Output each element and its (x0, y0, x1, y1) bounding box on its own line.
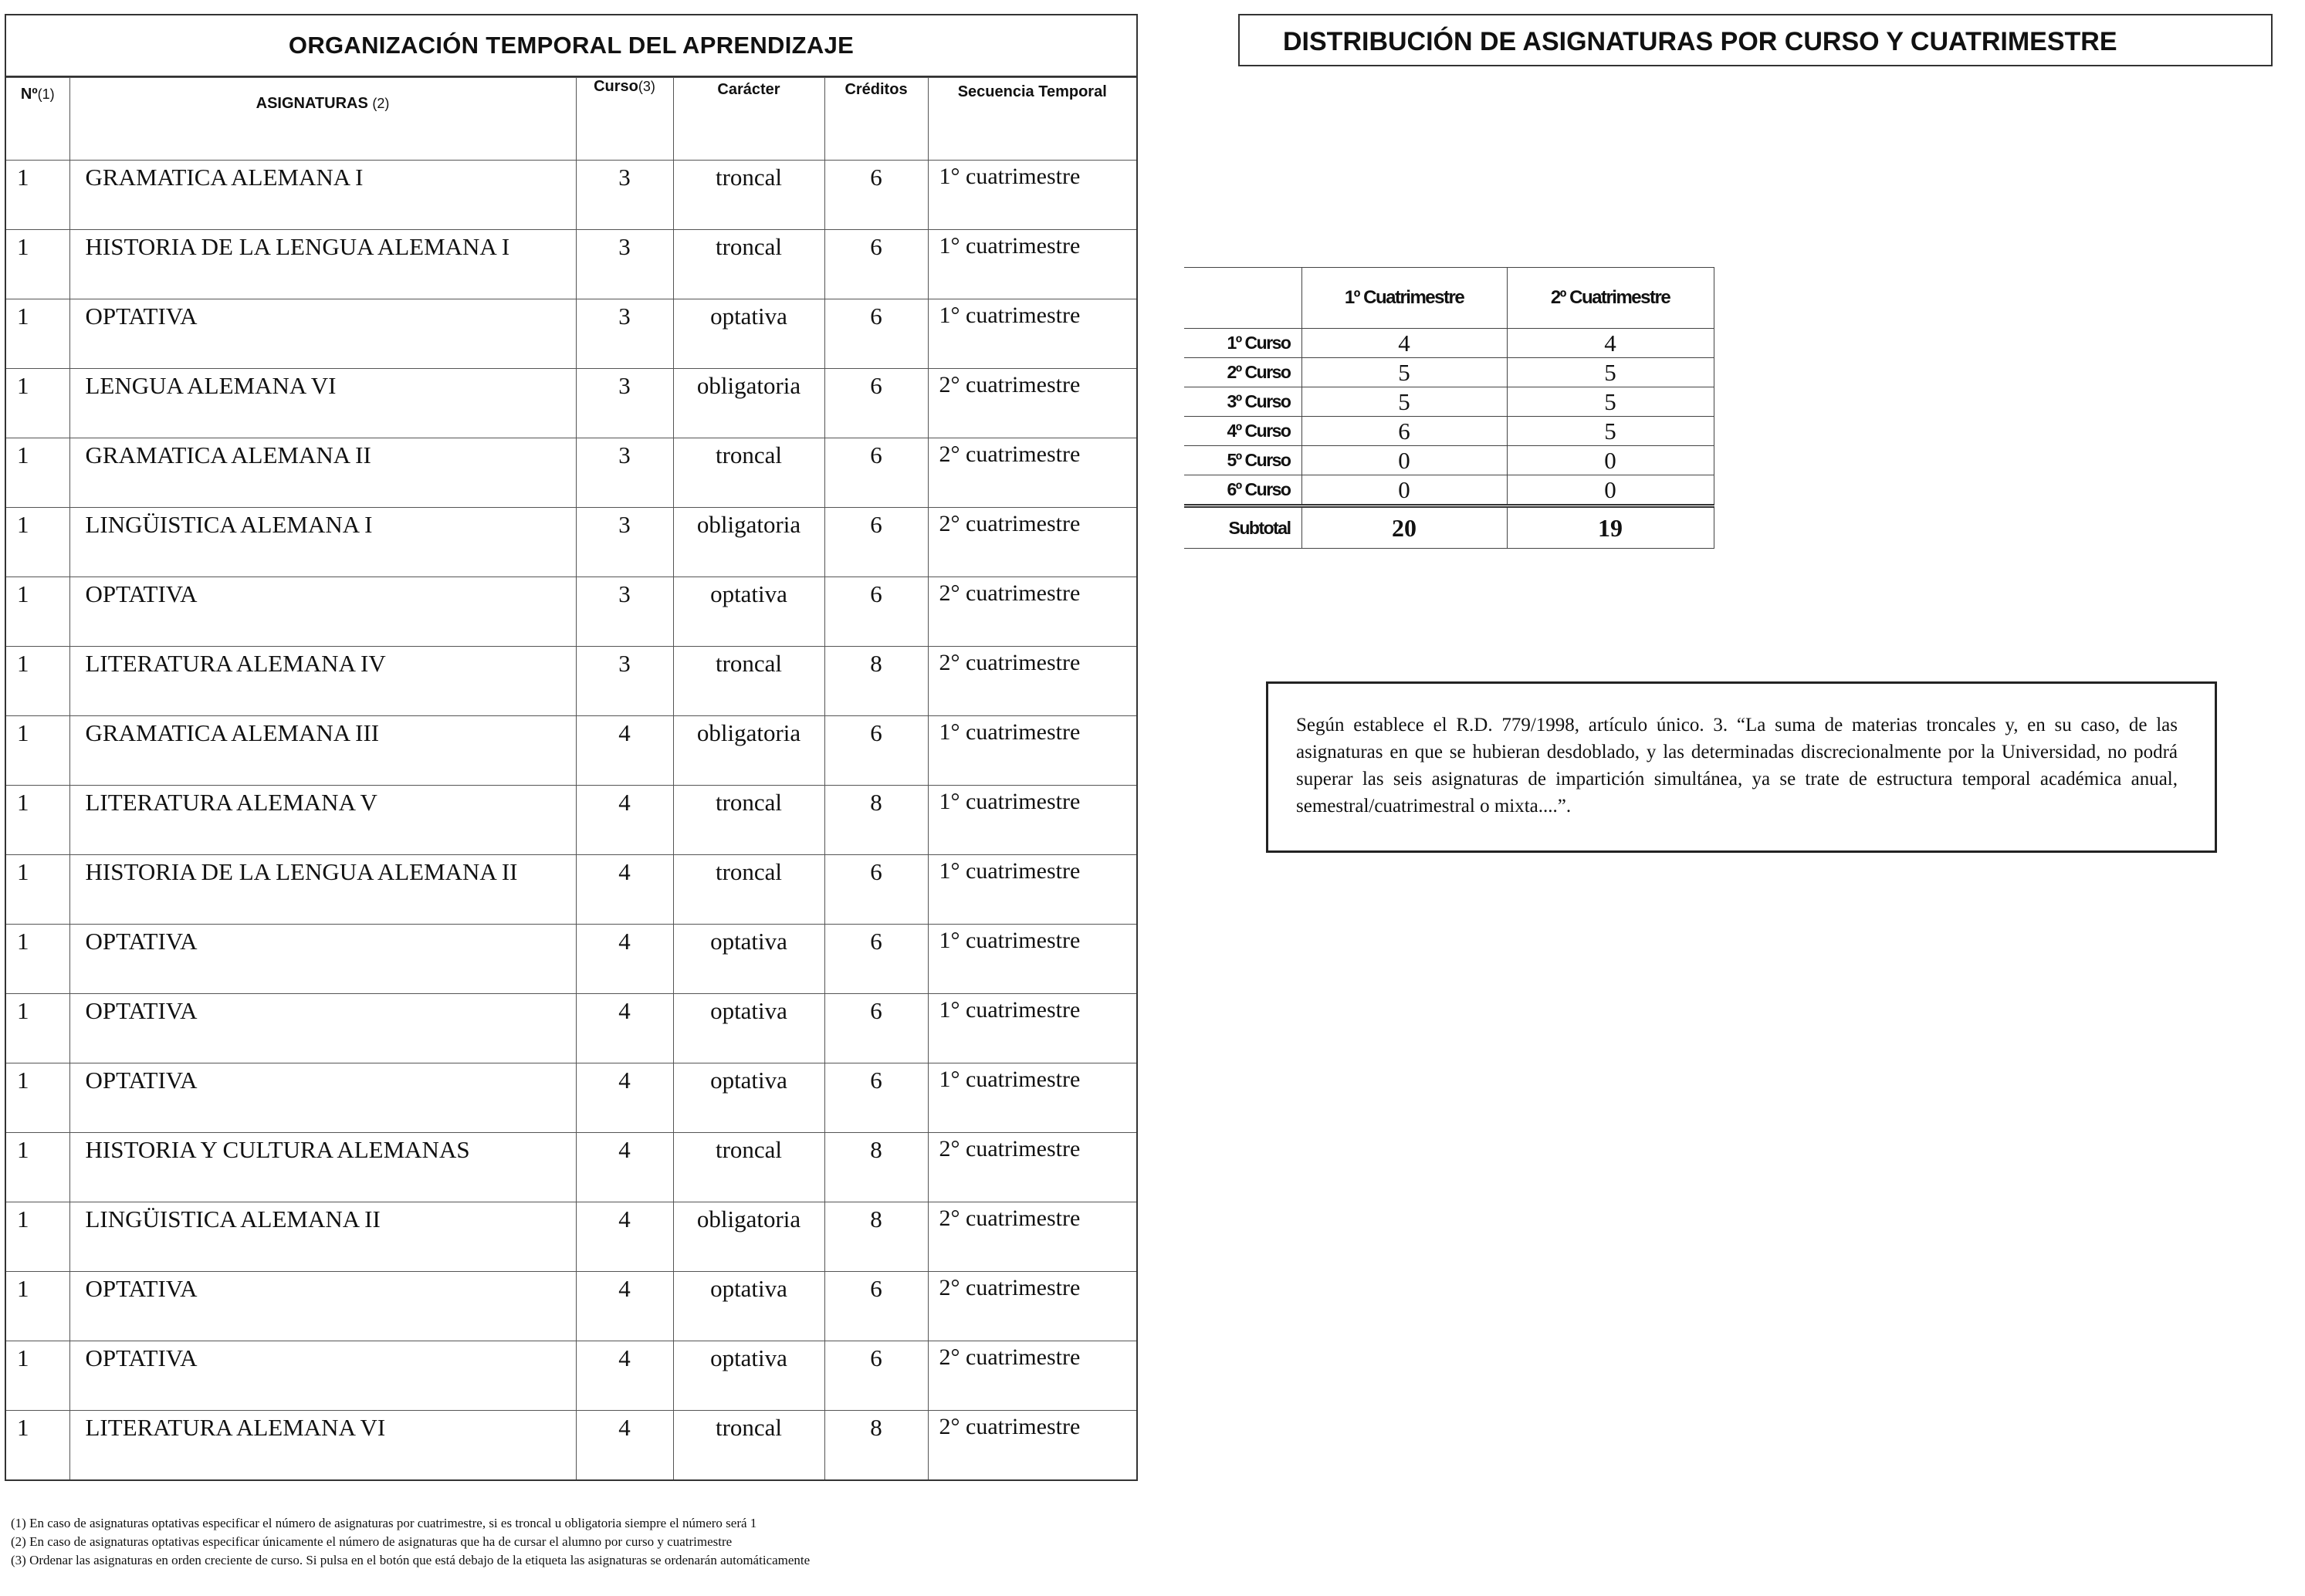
header-num: Nº(1) (6, 78, 69, 161)
row-number: 1 (6, 716, 69, 786)
subject-creditos: 6 (824, 508, 928, 577)
subject-curso: 3 (576, 438, 673, 508)
row-number: 1 (6, 647, 69, 716)
subject-creditos: 8 (824, 1202, 928, 1272)
subject-curso: 4 (576, 1411, 673, 1480)
subject-name: LITERATURA ALEMANA VI (69, 1411, 576, 1480)
subject-creditos: 6 (824, 716, 928, 786)
summary-value-c1: 5 (1301, 358, 1507, 387)
header-caracter: Carácter (673, 78, 824, 161)
subject-caracter: troncal (673, 1411, 824, 1480)
row-number: 1 (6, 1272, 69, 1341)
subject-creditos: 6 (824, 161, 928, 230)
table-row (6, 1411, 1136, 1480)
table-row (6, 1272, 1136, 1341)
row-number: 1 (6, 1341, 69, 1411)
subject-name: OPTATIVA (69, 299, 576, 369)
subject-name: OPTATIVA (69, 994, 576, 1063)
summary-row (1184, 446, 1714, 475)
subjects-table-header (6, 78, 1136, 161)
subject-name: LENGUA ALEMANA VI (69, 369, 576, 438)
subject-curso: 3 (576, 577, 673, 647)
summary-row-label: 4º Curso (1184, 417, 1301, 446)
subject-curso: 4 (576, 716, 673, 786)
header-curso[interactable]: Curso(3) (576, 78, 673, 161)
subject-creditos: 6 (824, 577, 928, 647)
subjects-table (6, 77, 1136, 1479)
subject-secuencia: 2° cuatrimestre (928, 577, 1136, 647)
subject-curso: 3 (576, 161, 673, 230)
subject-secuencia: 2° cuatrimestre (928, 1411, 1136, 1480)
subject-creditos: 6 (824, 299, 928, 369)
row-number: 1 (6, 299, 69, 369)
subject-secuencia: 2° cuatrimestre (928, 1341, 1136, 1411)
header-creditos: Créditos (824, 78, 928, 161)
subject-secuencia: 1° cuatrimestre (928, 786, 1136, 855)
subject-name: OPTATIVA (69, 1341, 576, 1411)
subject-curso: 3 (576, 508, 673, 577)
header-secuencia: Secuencia Temporal (928, 78, 1136, 161)
subject-creditos: 6 (824, 230, 928, 299)
subject-caracter: troncal (673, 786, 824, 855)
subject-creditos: 6 (824, 1063, 928, 1133)
subject-caracter: obligatoria (673, 369, 824, 438)
subject-caracter: optativa (673, 577, 824, 647)
subject-secuencia: 1° cuatrimestre (928, 994, 1136, 1063)
subject-creditos: 8 (824, 1411, 928, 1480)
table-row (6, 1202, 1136, 1272)
subject-secuencia: 2° cuatrimestre (928, 1272, 1136, 1341)
subject-secuencia: 1° cuatrimestre (928, 161, 1136, 230)
subject-name: LITERATURA ALEMANA V (69, 786, 576, 855)
footnotes (11, 1514, 1169, 1570)
summary-subtotal-row (1184, 506, 1714, 549)
subtotal-value-c1: 20 (1301, 506, 1507, 549)
subject-name: LINGÜISTICA ALEMANA II (69, 1202, 576, 1272)
summary-row (1184, 417, 1714, 446)
subject-name: HISTORIA DE LA LENGUA ALEMANA I (69, 230, 576, 299)
temporal-organization-panel (5, 14, 1138, 1481)
subject-curso: 4 (576, 1341, 673, 1411)
table-row (6, 786, 1136, 855)
subject-caracter: obligatoria (673, 508, 824, 577)
row-number: 1 (6, 855, 69, 925)
subject-caracter: troncal (673, 438, 824, 508)
summary-value-c1: 6 (1301, 417, 1507, 446)
row-number: 1 (6, 438, 69, 508)
summary-value-c2: 0 (1507, 446, 1714, 475)
summary-header-row (1184, 268, 1714, 329)
subject-secuencia: 2° cuatrimestre (928, 508, 1136, 577)
summary-value-c2: 5 (1507, 358, 1714, 387)
summary-value-c1: 5 (1301, 387, 1507, 417)
table-row (6, 716, 1136, 786)
subject-name: OPTATIVA (69, 577, 576, 647)
summary-value-c2: 4 (1507, 329, 1714, 358)
table-row (6, 369, 1136, 438)
subject-secuencia: 1° cuatrimestre (928, 716, 1136, 786)
table-row (6, 855, 1136, 925)
summary-row (1184, 329, 1714, 358)
table-row (6, 1133, 1136, 1202)
subject-name: GRAMATICA ALEMANA III (69, 716, 576, 786)
subject-secuencia: 2° cuatrimestre (928, 369, 1136, 438)
subtotal-label: Subtotal (1184, 506, 1301, 549)
summary-row (1184, 358, 1714, 387)
subject-creditos: 6 (824, 369, 928, 438)
row-number: 1 (6, 786, 69, 855)
subject-secuencia: 2° cuatrimestre (928, 438, 1136, 508)
temporal-organization-title: ORGANIZACIÓN TEMPORAL DEL APRENDIZAJE (6, 15, 1136, 77)
subject-caracter: optativa (673, 1063, 824, 1133)
subject-name: HISTORIA Y CULTURA ALEMANAS (69, 1133, 576, 1202)
summary-value-c1: 0 (1301, 475, 1507, 506)
subject-caracter: obligatoria (673, 1202, 824, 1272)
subject-caracter: optativa (673, 1272, 824, 1341)
subject-caracter: optativa (673, 299, 824, 369)
legal-note-box: Según establece el R.D. 779/1998, artículo único. 3. “La suma de materias troncales y, en su caso, de las asignaturas en que se hubieran desdoblado, y las determinadas discrecionalmente por la Universidad, no podrá superar las seis asignaturas de impartición simultánea, ya se trate de estructura temporal académica anual, semestral/cuatrimestral o mixta....”. (1266, 681, 2217, 853)
summary-col-2: 2º Cuatrimestre (1507, 268, 1714, 329)
subject-caracter: optativa (673, 994, 824, 1063)
summary-value-c1: 4 (1301, 329, 1507, 358)
summary-value-c2: 5 (1507, 387, 1714, 417)
row-number: 1 (6, 577, 69, 647)
subject-caracter: troncal (673, 1133, 824, 1202)
subject-name: LITERATURA ALEMANA IV (69, 647, 576, 716)
subject-creditos: 8 (824, 786, 928, 855)
table-row (6, 508, 1136, 577)
subject-creditos: 6 (824, 1272, 928, 1341)
subject-creditos: 6 (824, 438, 928, 508)
subject-curso: 4 (576, 925, 673, 994)
summary-value-c1: 0 (1301, 446, 1507, 475)
row-number: 1 (6, 1202, 69, 1272)
row-number: 1 (6, 508, 69, 577)
subject-curso: 4 (576, 1133, 673, 1202)
summary-value-c2: 5 (1507, 417, 1714, 446)
table-row (6, 1341, 1136, 1411)
distribution-summary-table (1184, 267, 1714, 549)
subject-name: HISTORIA DE LA LENGUA ALEMANA II (69, 855, 576, 925)
subject-secuencia: 2° cuatrimestre (928, 647, 1136, 716)
summary-row (1184, 387, 1714, 417)
subject-curso: 4 (576, 1063, 673, 1133)
subject-secuencia: 2° cuatrimestre (928, 1202, 1136, 1272)
row-number: 1 (6, 1063, 69, 1133)
subject-caracter: troncal (673, 855, 824, 925)
row-number: 1 (6, 369, 69, 438)
row-number: 1 (6, 230, 69, 299)
summary-row (1184, 475, 1714, 506)
subject-secuencia: 1° cuatrimestre (928, 855, 1136, 925)
distribution-title: DISTRIBUCIÓN DE ASIGNATURAS POR CURSO Y CUATRIMESTRE (1238, 14, 2273, 66)
subject-name: GRAMATICA ALEMANA I (69, 161, 576, 230)
subject-curso: 3 (576, 647, 673, 716)
subject-caracter: troncal (673, 230, 824, 299)
subject-name: LINGÜISTICA ALEMANA I (69, 508, 576, 577)
subject-creditos: 6 (824, 1341, 928, 1411)
header-asignaturas: ASIGNATURAS (2) (69, 78, 576, 161)
subject-caracter: optativa (673, 925, 824, 994)
subject-name: OPTATIVA (69, 925, 576, 994)
subject-creditos: 8 (824, 647, 928, 716)
summary-row-label: 3º Curso (1184, 387, 1301, 417)
summary-corner (1184, 268, 1301, 329)
subject-caracter: optativa (673, 1341, 824, 1411)
subject-name: OPTATIVA (69, 1272, 576, 1341)
subject-caracter: troncal (673, 647, 824, 716)
subject-curso: 3 (576, 230, 673, 299)
subject-secuencia: 2° cuatrimestre (928, 1133, 1136, 1202)
subject-creditos: 6 (824, 855, 928, 925)
row-number: 1 (6, 161, 69, 230)
subject-secuencia: 1° cuatrimestre (928, 230, 1136, 299)
subject-secuencia: 1° cuatrimestre (928, 925, 1136, 994)
table-row (6, 1063, 1136, 1133)
subject-curso: 4 (576, 1272, 673, 1341)
subject-caracter: obligatoria (673, 716, 824, 786)
summary-row-label: 2º Curso (1184, 358, 1301, 387)
subject-curso: 4 (576, 855, 673, 925)
subject-creditos: 6 (824, 994, 928, 1063)
table-row (6, 230, 1136, 299)
subject-secuencia: 1° cuatrimestre (928, 299, 1136, 369)
footnote-1: (1) En caso de asignaturas optativas especificar el número de asignaturas por cuatrimestre, si es troncal u obligatoria siempre el número será 1 (11, 1516, 757, 1530)
row-number: 1 (6, 925, 69, 994)
table-row (6, 577, 1136, 647)
table-row (6, 925, 1136, 994)
subject-curso: 3 (576, 369, 673, 438)
subject-curso: 3 (576, 299, 673, 369)
subject-creditos: 8 (824, 1133, 928, 1202)
footnote-3: (3) Ordenar las asignaturas en orden creciente de curso. Si pulsa en el botón que está debajo de la etiqueta las asignaturas se ordenarán automáticamente (11, 1553, 811, 1567)
row-number: 1 (6, 1133, 69, 1202)
summary-row-label: 5º Curso (1184, 446, 1301, 475)
row-number: 1 (6, 994, 69, 1063)
table-row (6, 161, 1136, 230)
table-row (6, 994, 1136, 1063)
summary-row-label: 6º Curso (1184, 475, 1301, 506)
footnote-2: (2) En caso de asignaturas optativas especificar únicamente el número de asignaturas que ha de cursar el alumno por curso y cuatrimestre (11, 1534, 733, 1549)
table-row (6, 647, 1136, 716)
subject-secuencia: 1° cuatrimestre (928, 1063, 1136, 1133)
subject-creditos: 6 (824, 925, 928, 994)
subject-curso: 4 (576, 1202, 673, 1272)
subject-curso: 4 (576, 994, 673, 1063)
subject-curso: 4 (576, 786, 673, 855)
table-row (6, 299, 1136, 369)
subject-name: GRAMATICA ALEMANA II (69, 438, 576, 508)
table-row (6, 438, 1136, 508)
summary-row-label: 1º Curso (1184, 329, 1301, 358)
summary-value-c2: 0 (1507, 475, 1714, 506)
summary-col-1: 1º Cuatrimestre (1301, 268, 1507, 329)
subject-name: OPTATIVA (69, 1063, 576, 1133)
subtotal-value-c2: 19 (1507, 506, 1714, 549)
subject-caracter: troncal (673, 161, 824, 230)
row-number: 1 (6, 1411, 69, 1480)
